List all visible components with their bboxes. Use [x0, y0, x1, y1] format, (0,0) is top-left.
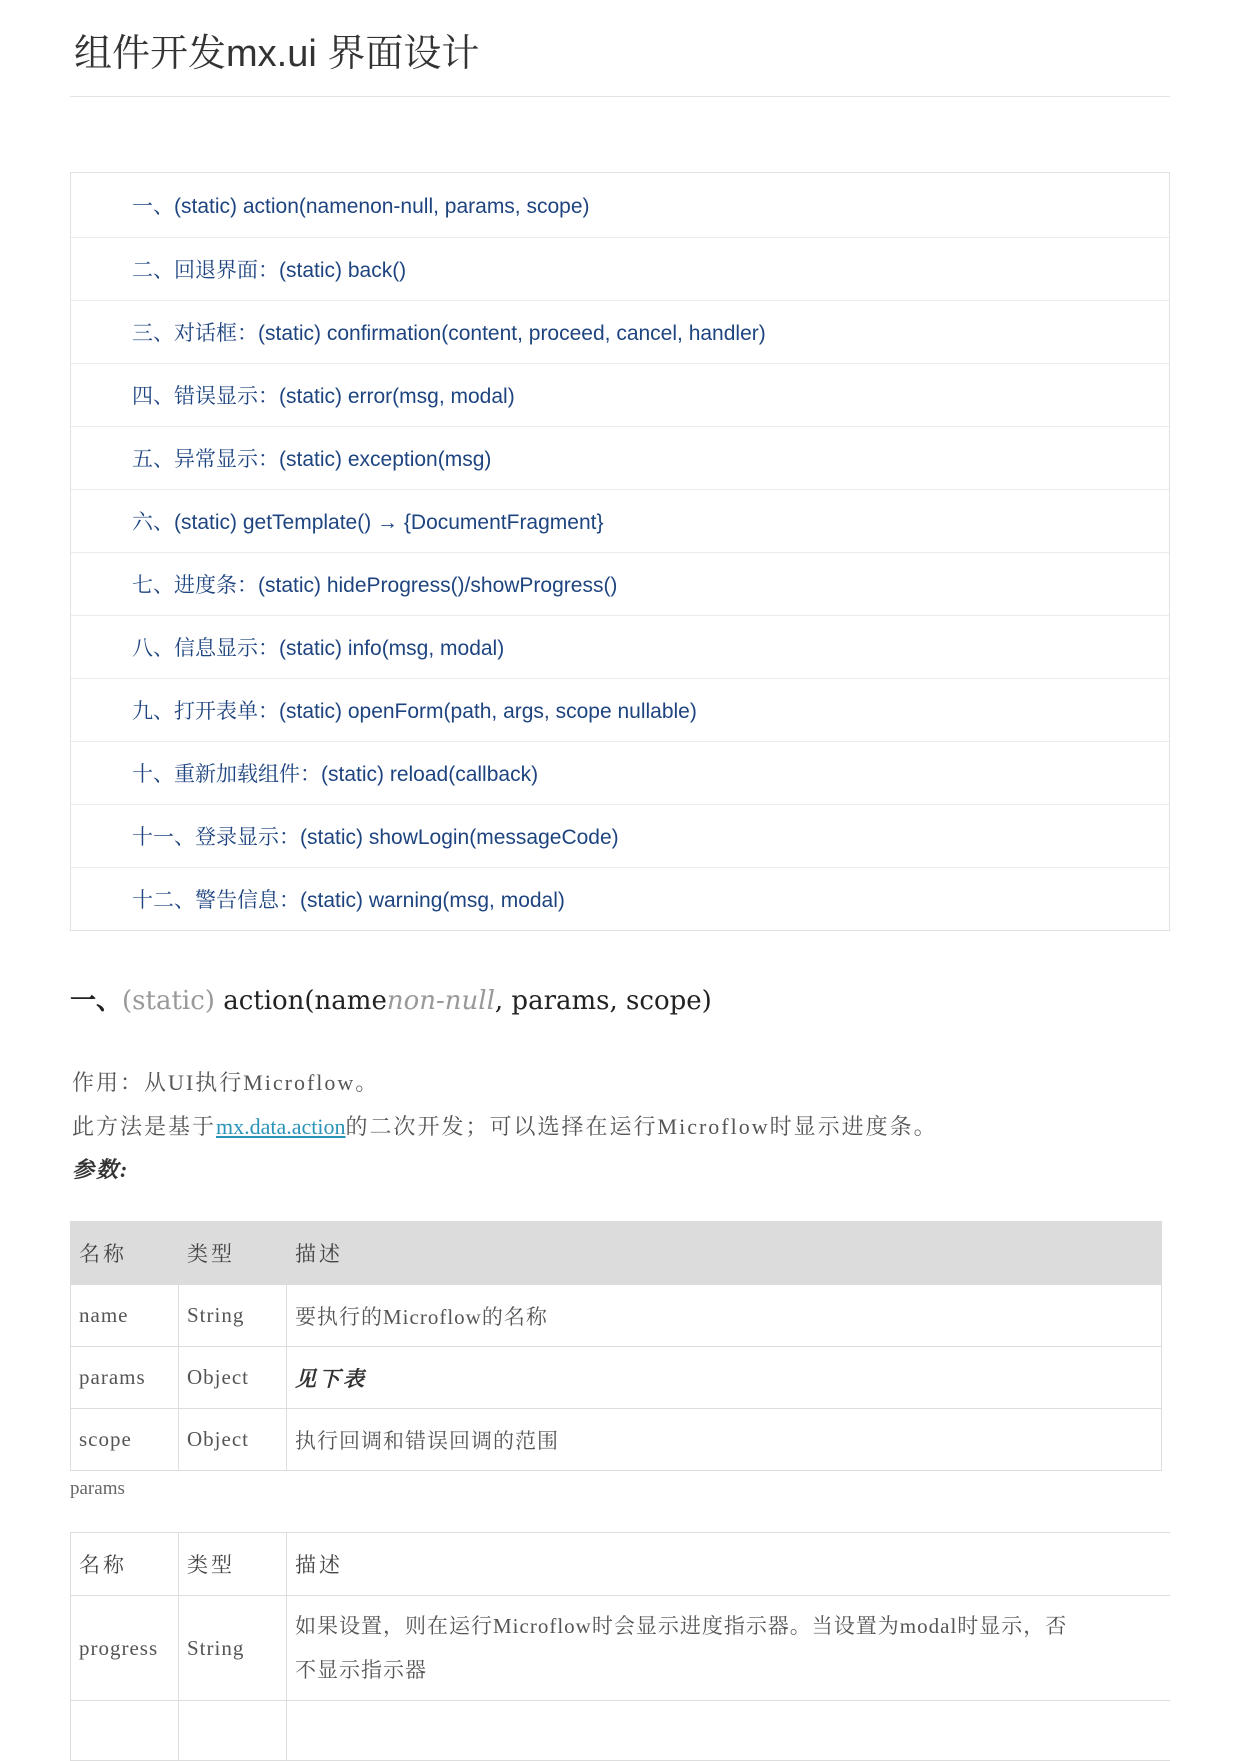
purpose-line: 作用：从UI执行Microflow。 — [72, 1070, 380, 1095]
table-row — [71, 1285, 1162, 1347]
table-of-contents — [70, 172, 1170, 931]
toc-item — [71, 615, 1169, 678]
toc-item — [71, 552, 1169, 615]
toc-item — [71, 426, 1169, 489]
description-line — [72, 1110, 938, 1141]
table-header-row — [71, 1533, 1171, 1596]
section-number: 一、 — [70, 986, 123, 1016]
title-divider — [70, 96, 1170, 97]
nonnull-annotation: non-null — [386, 986, 495, 1016]
params-options-table — [70, 1532, 1170, 1761]
toc-link-progress[interactable]: 七、进度条：(static) hideProgress()/showProgress() — [132, 574, 618, 597]
param-type: Object — [179, 1409, 287, 1471]
toc-item — [71, 489, 1169, 552]
table-row — [71, 1347, 1162, 1409]
page-title: 组件开发mx.ui 界面设计 — [74, 33, 480, 75]
param-type: String — [179, 1285, 287, 1347]
toc-item — [71, 300, 1169, 363]
toc-item — [71, 173, 1169, 237]
toc-item — [71, 741, 1169, 804]
param-name: progress — [71, 1596, 179, 1701]
column-header-type: 类型 — [179, 1533, 287, 1596]
column-header-name: 名称 — [71, 1533, 179, 1596]
param-name: params — [71, 1347, 179, 1409]
params-table-caption: params — [70, 1478, 125, 1499]
toc-item — [71, 867, 1169, 930]
column-header-name: 名称 — [71, 1222, 179, 1285]
param-description: 执行回调和错误回调的范围 — [287, 1409, 1162, 1471]
table-row — [71, 1596, 1171, 1701]
param-type: Object — [179, 1347, 287, 1409]
params-label: 参数: — [72, 1157, 130, 1182]
parameters-table — [70, 1221, 1162, 1471]
column-header-description: 描述 — [287, 1533, 1171, 1596]
mx-data-action-link[interactable]: mx.data.action — [216, 1114, 346, 1139]
toc-item — [71, 363, 1169, 426]
param-description: 要执行的Microflow的名称 — [287, 1285, 1162, 1347]
toc-link-confirmation[interactable]: 三、对话框：(static) confirmation(content, proceed, cancel, handler) — [132, 322, 766, 345]
description-before: 此方法是基于 — [72, 1114, 217, 1139]
toc-link-gettemplate[interactable]: 六、(static) getTemplate() → {DocumentFragment} — [132, 511, 604, 534]
toc-link-reload[interactable]: 十、重新加载组件：(static) reload(callback) — [132, 763, 539, 786]
description-after: 的二次开发；可以选择在运行Microflow时显示进度条。 — [345, 1114, 938, 1139]
column-header-description: 描述 — [287, 1222, 1162, 1285]
toc-link-showlogin[interactable]: 十一、登录显示：(static) showLogin(messageCode) — [132, 826, 619, 849]
function-params: , params, scope) — [494, 986, 712, 1016]
param-description: 如果设置，则在运行Microflow时会显示进度指示器。当设置为modal时显示，否 不显示指示器 — [287, 1596, 1171, 1701]
toc-link-back[interactable]: 二、回退界面：(static) back() — [132, 259, 407, 282]
table-row — [71, 1409, 1162, 1471]
static-keyword: (static) — [122, 986, 215, 1016]
param-description: 见下表 — [287, 1347, 1162, 1409]
toc-link-action[interactable]: 一、(static) action(namenon-null, params, scope) — [132, 195, 590, 218]
toc-link-exception[interactable]: 五、异常显示：(static) exception(msg) — [132, 448, 492, 471]
param-name: scope — [71, 1409, 179, 1471]
section-heading-action — [70, 980, 712, 1017]
toc-link-info[interactable]: 八、信息显示：(static) info(msg, modal) — [132, 637, 505, 660]
column-header-type: 类型 — [179, 1222, 287, 1285]
toc-link-error[interactable]: 四、错误显示：(static) error(msg, modal) — [132, 385, 515, 408]
toc-link-warning[interactable]: 十二、警告信息：(static) warning(msg, modal) — [132, 889, 565, 912]
toc-link-openform[interactable]: 九、打开表单：(static) openForm(path, args, scope nullable) — [132, 700, 697, 723]
function-name: action(name — [223, 986, 387, 1016]
param-type: String — [179, 1596, 287, 1701]
toc-item — [71, 804, 1169, 867]
table-header-row — [71, 1222, 1162, 1285]
toc-item — [71, 237, 1169, 300]
toc-item — [71, 678, 1169, 741]
param-name: name — [71, 1285, 179, 1347]
